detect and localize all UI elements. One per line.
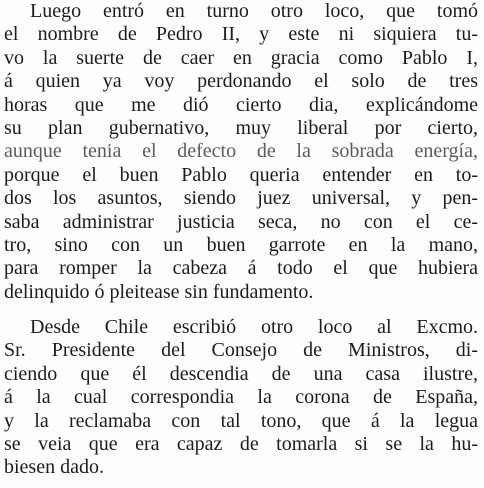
text-line: y la reclamaba con tal tono, que á la legua xyxy=(4,409,478,432)
text-line: saba administrar justicia seca, no con el ce- xyxy=(4,210,478,233)
text-line: para romper la cabeza á todo el que hubiera xyxy=(4,257,478,280)
text-line: biesen dado. xyxy=(4,456,104,479)
text-line: su plan gubernativo, muy liberal por cierto, xyxy=(4,116,478,139)
text-line: tro, sino con un buen garrote en la mano, xyxy=(4,233,478,256)
text-line: ciendo que él descendia de una casa ilustre, xyxy=(4,362,478,385)
paragraph-pedro-ii xyxy=(4,0,478,304)
text-line: Desde Chile escribió otro loco al Excmo. xyxy=(30,316,478,338)
text-line: vo la suerte de caer en gracia como Pablo I, xyxy=(4,46,478,69)
text-line: se veia que era capaz de tomarla si se la hu- xyxy=(4,432,478,455)
text-line: porque el buen Pablo queria entender en to- xyxy=(4,163,478,186)
text-line: delinquido ó pleitease sin fundamento. xyxy=(4,280,314,303)
text-line: Luego entró en turno otro loco, que tomó xyxy=(30,0,478,22)
text-line: aunque tenia el defecto de la sobrada energía, xyxy=(4,140,478,163)
text-line: Sr. Presidente del Consejo de Ministros, di- xyxy=(4,339,478,362)
text-line: el nombre de Pedro II, y este ni siquiera tu- xyxy=(4,23,478,46)
text-line: horas que me dió cierto dia, explicándome xyxy=(4,93,478,116)
text-line: á quien ya voy perdonando el solo de tres xyxy=(4,70,478,93)
paragraph-chile-letter xyxy=(4,316,478,480)
text-line: á la cual correspondia la corona de España, xyxy=(4,386,478,409)
text-line: dos los asuntos, siendo juez universal, y pen- xyxy=(4,187,478,210)
